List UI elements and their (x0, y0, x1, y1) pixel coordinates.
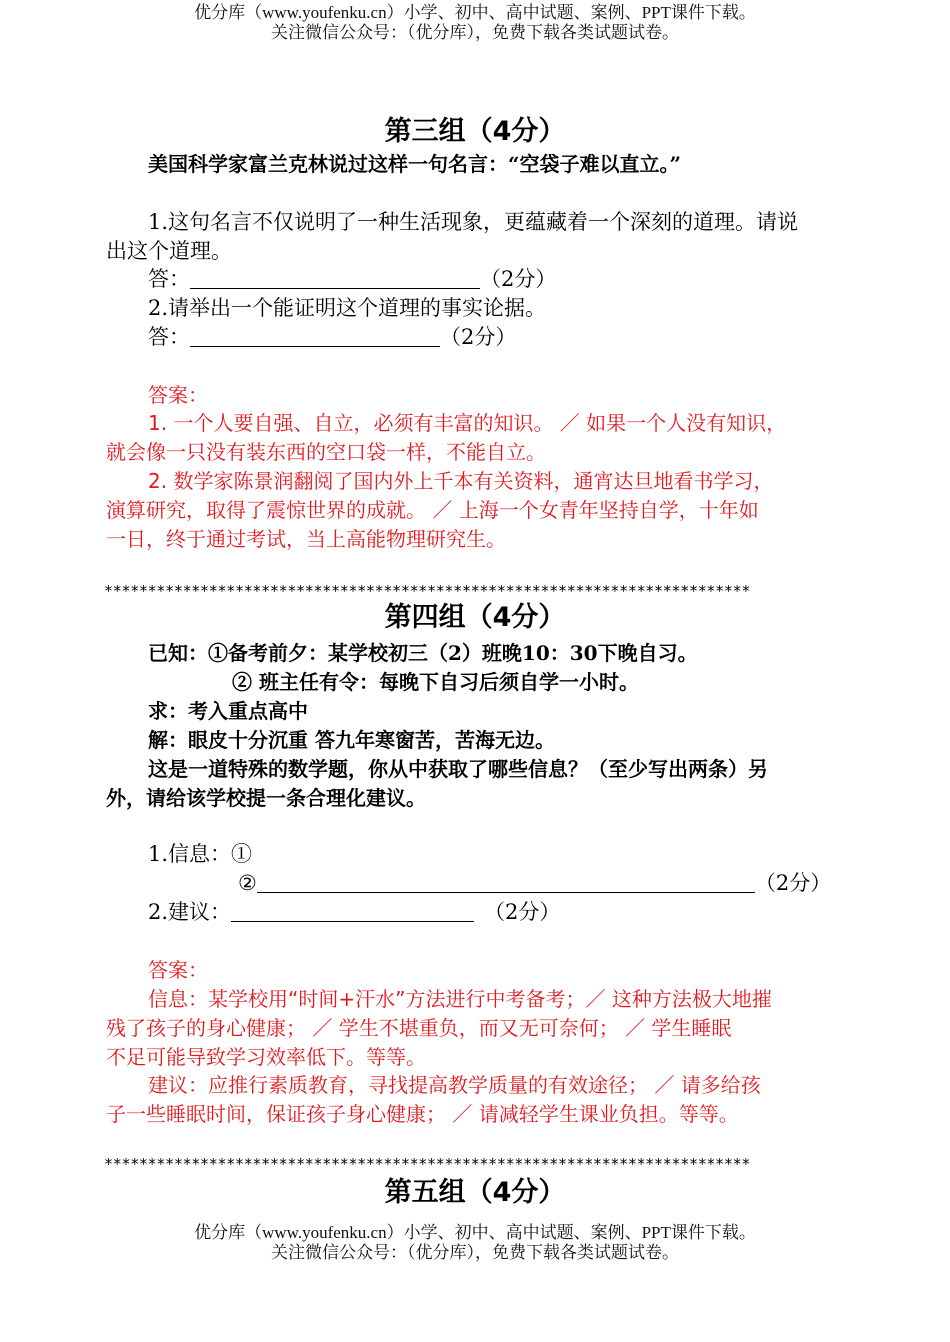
group4-answer-suggest-line1: 建议：应推行素质教育，寻找提高教学质量的有效途径； ／ 请多给孩 (148, 1073, 761, 1097)
group3-q1-line1: 1.这句名言不仅说明了一种生活现象，更蕴藏着一个深刻的道理。请说 (148, 210, 799, 234)
group3-answer-label: 答案： (148, 383, 208, 407)
footer-line-1: 优分库（www.youfenku.cn）小学、初中、高中试题、案例、PPT课件下载。 (194, 1223, 756, 1242)
group3-q2-answer-row (148, 321, 516, 351)
group4-known-2: ② 班主任有令：每晚下自习后须自学一小时。 (232, 670, 639, 694)
group4-known-1: 已知：①备考前夕：某学校初三（2）班晚10：30下晚自习。 (148, 641, 698, 665)
group4-answer-info-line3: 不足可能导致学习效率低下。等等。 (106, 1045, 426, 1069)
group4-answer-label: 答案： (148, 958, 208, 982)
points: （2分） (754, 871, 832, 895)
separator: ************************************************************************** (104, 583, 751, 599)
group4-title: 第四组（4分） (384, 602, 566, 633)
group3-answer-1-line2: 就会像一只没有装东西的空口袋一样，不能自立。 (106, 440, 546, 464)
group4-answer-suggest-line2: 子一些睡眠时间，保证孩子身心健康； ／ 请减轻学生课业负担。等等。 (106, 1102, 739, 1126)
group4-solve: 解：眼皮十分沉重 答九年寒窗苦，苦海无边。 (148, 728, 555, 752)
group3-title: 第三组（4分） (384, 116, 566, 147)
group4-seek: 求：考入重点高中 (148, 699, 308, 723)
group3-answer-2-line2: 演算研究，取得了震惊世界的成就。 ／ 上海一个女青年坚持自学，十年如 (106, 498, 759, 522)
circled-2: ② (238, 871, 257, 895)
group4-prompt-line1: 这是一道特殊的数学题，你从中获取了哪些信息？（至少写出两条）另 (148, 757, 768, 781)
answer-blank[interactable] (190, 324, 440, 347)
suggest-blank[interactable] (231, 899, 474, 922)
group3-q1-line2: 出这个道理。 (106, 239, 232, 263)
points: （2分） (480, 267, 557, 291)
suggest-label: 2.建议： (148, 900, 232, 924)
group4-prompt-line2: 外，请给该学校提一条合理化建议。 (106, 786, 426, 810)
group4-info-label: 1.信息：① (148, 842, 253, 866)
points: （2分） (484, 900, 561, 924)
group3-intro: 美国科学家富兰克林说过这样一句名言：“空袋子难以直立。” (148, 152, 682, 176)
group4-suggest-row (148, 896, 560, 926)
info-blank[interactable] (257, 870, 755, 893)
footer-line-2: 关注微信公众号：（优分库），免费下载各类试题试卷。 (271, 1243, 679, 1262)
points: （2分） (440, 325, 517, 349)
group3-answer-1-line1: 1. 一个人要自强、自立，必须有丰富的知识。 ／ 如果一个人没有知识， (148, 411, 787, 435)
group4-answer-info-line1: 信息：某学校用“时间+汗水”方法进行中考备考；／ 这种方法极大地摧 (148, 987, 772, 1011)
group3-answer-2-line1: 2. 数学家陈景润翻阅了国内外上千本有关资料，通宵达旦地看书学习， (148, 469, 774, 493)
group3-q2: 2.请举出一个能证明这个道理的事实论据。 (148, 296, 547, 320)
header-line-2: 关注微信公众号：（优分库），免费下载各类试题试卷。 (271, 23, 679, 42)
separator-2: ************************************************************************** (104, 1156, 751, 1172)
header-line-1: 优分库（www.youfenku.cn）小学、初中、高中试题、案例、PPT课件下载。 (194, 3, 756, 22)
answer-prefix: 答： (148, 267, 190, 291)
group4-answer-info-line2: 残了孩子的身心健康； ／ 学生不堪重负，而又无可奈何； ／ 学生睡眠 (106, 1016, 732, 1040)
answer-blank[interactable] (190, 266, 480, 289)
group3-q1-answer-row (148, 263, 556, 293)
group5-title: 第五组（4分） (384, 1177, 566, 1208)
answer-prefix: 答： (148, 325, 190, 349)
group4-info-2-row (238, 867, 831, 897)
group3-answer-2-line3: 一日，终于通过考试，当上高能物理研究生。 (106, 527, 506, 551)
